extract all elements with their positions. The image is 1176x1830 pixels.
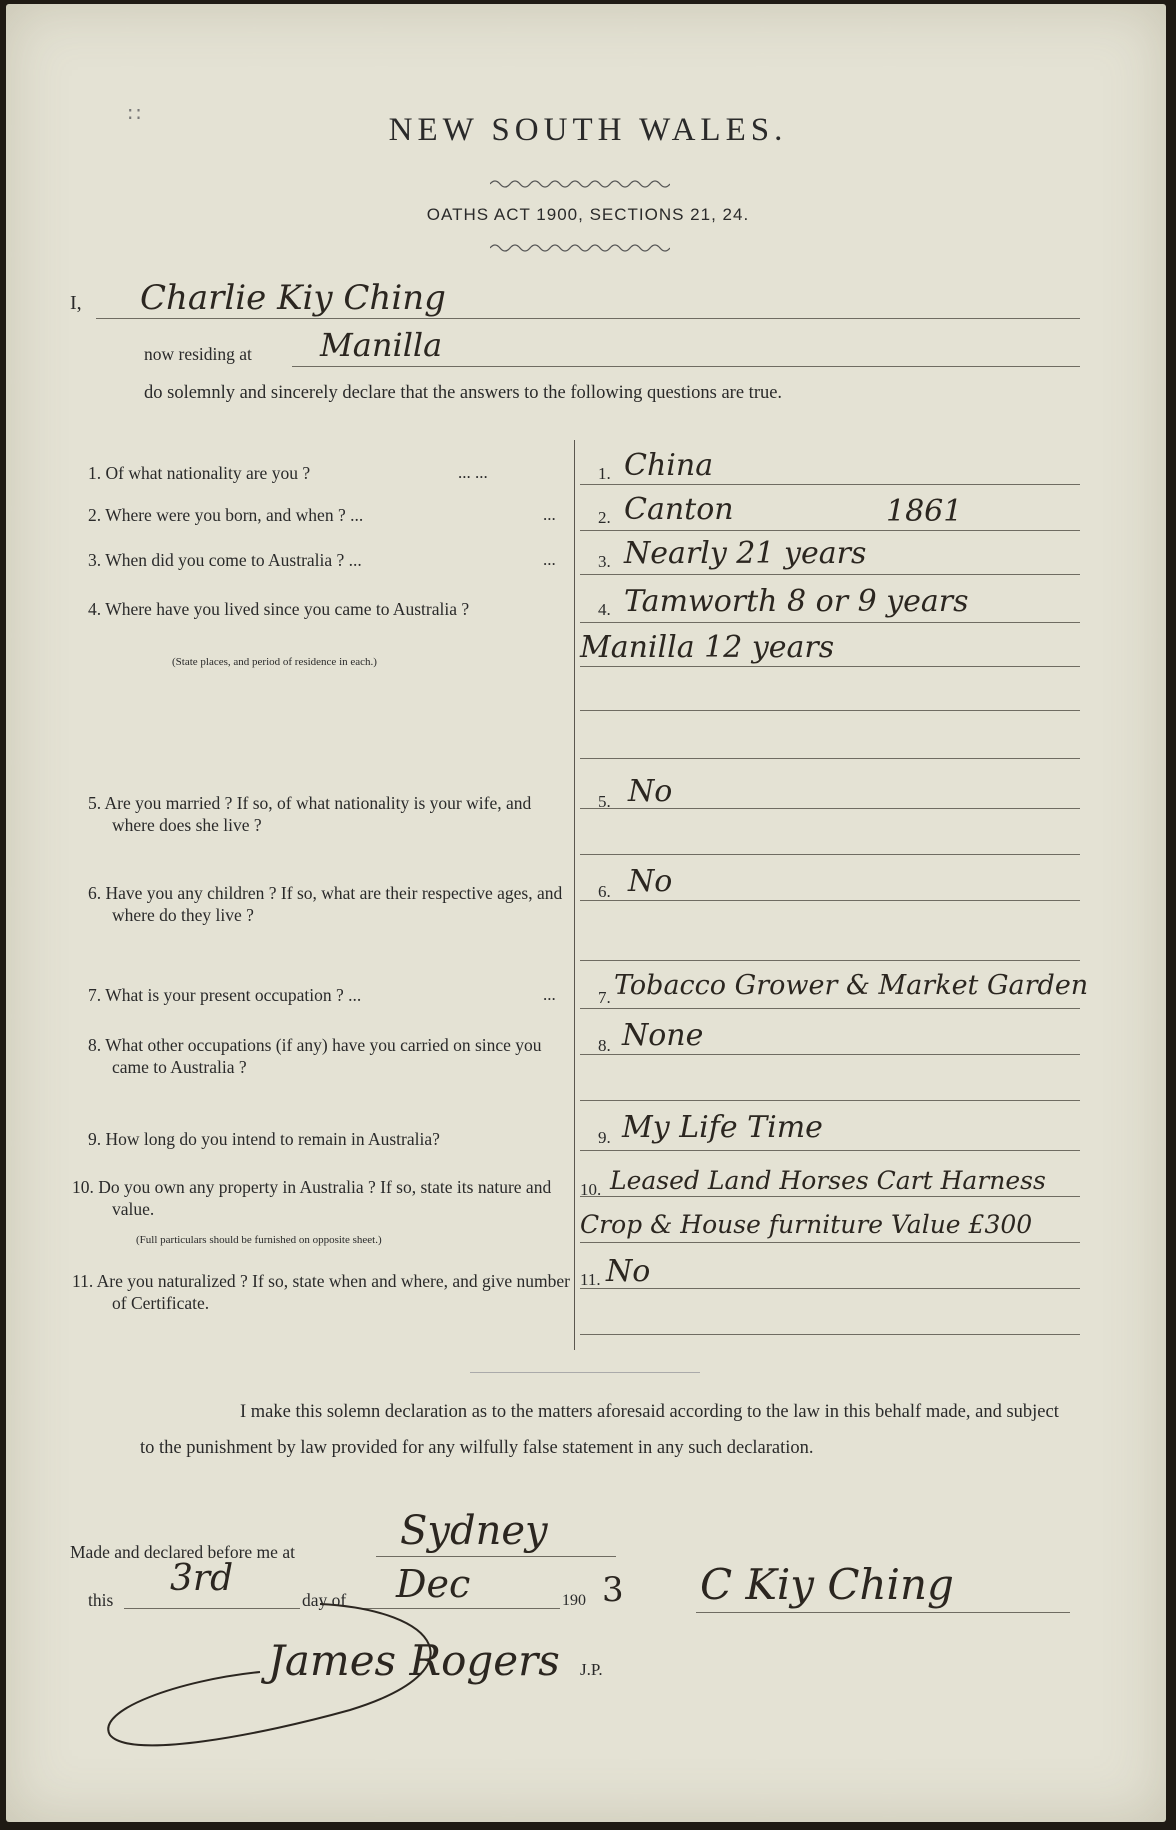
answer-line	[580, 1100, 1080, 1101]
question-text: Are you married ? If so, of what nationality is your wife, and where does she live ?	[104, 793, 532, 835]
question-6	[88, 882, 572, 926]
answer-7: Tobacco Grower & Market Garden	[614, 970, 1089, 1001]
question-4	[88, 598, 572, 620]
answer-line	[580, 1334, 1080, 1335]
question-text: When did you come to Australia ? ...	[105, 550, 362, 570]
answer-line	[580, 574, 1080, 575]
question-number: 1.	[88, 463, 102, 483]
question-number: 9.	[88, 1129, 102, 1149]
day-of-label: day of	[302, 1590, 347, 1610]
question-text: Are you naturalized ? If so, state when and where, and give number of Certificate.	[96, 1271, 570, 1313]
question-5	[88, 792, 572, 836]
question-number: 8.	[88, 1035, 102, 1055]
month-value: Dec	[396, 1562, 471, 1606]
year-suffix: 3	[602, 1570, 624, 1610]
question-4-note: (State places, and period of residence in each.)	[172, 656, 377, 668]
question-dots: ... ...	[458, 463, 488, 482]
declare-text: do solemnly and sincerely declare that the answers to the following questions are true.	[144, 383, 783, 403]
this-label: this	[88, 1590, 114, 1610]
answer-number: 8.	[598, 1036, 611, 1055]
residence-line	[292, 366, 1080, 367]
jp-label: J.P.	[580, 1660, 603, 1679]
place-value: Sydney	[400, 1508, 548, 1554]
answer-line	[580, 960, 1080, 961]
question-number: 7.	[88, 985, 102, 1005]
answer-line	[580, 1054, 1080, 1055]
answer-line	[580, 758, 1080, 759]
answer-line	[580, 1242, 1080, 1243]
answer-number: 1.	[598, 464, 611, 483]
answer-line	[580, 854, 1080, 855]
answer-1: China	[624, 448, 714, 483]
answer-10: Leased Land Horses Cart Harness	[610, 1166, 1046, 1195]
answer-line	[580, 710, 1080, 711]
question-dots: ...	[543, 985, 556, 1004]
question-text: Of what nationality are you ?	[105, 463, 311, 483]
question-text: What other occupations (if any) have you carried on since you came to Australia ?	[105, 1035, 542, 1077]
question-7	[88, 984, 568, 1006]
jp-signature: James Rogers	[268, 1636, 560, 1685]
answer-line	[580, 1288, 1080, 1289]
answer-line	[580, 1008, 1080, 1009]
column-divider	[574, 440, 575, 1350]
answer-5: No	[628, 774, 673, 809]
answer-line	[580, 530, 1080, 531]
answer-11: No	[606, 1254, 651, 1289]
question-10-note: (Full particulars should be furnished on opposite sheet.)	[136, 1234, 382, 1246]
answer-number: 3.	[598, 552, 611, 571]
year-prefix: 190	[562, 1592, 586, 1609]
question-text: What is your present occupation ? ...	[105, 985, 362, 1005]
answer-line	[580, 1150, 1080, 1151]
answer-number: 6.	[598, 882, 611, 901]
declarant-signature: C Kiy Ching	[700, 1560, 954, 1609]
answer-9: My Life Time	[622, 1110, 823, 1145]
signature-flourish	[100, 1600, 520, 1760]
question-1	[88, 462, 568, 484]
answer-4: Tamworth 8 or 9 years	[624, 584, 969, 619]
question-number: 4.	[88, 599, 102, 619]
question-text: How long do you intend to remain in Australia?	[105, 1129, 440, 1149]
question-text: Where have you lived since you came to Australia ?	[105, 599, 470, 619]
answer-number: 11.	[580, 1270, 601, 1289]
question-dots: ...	[543, 550, 556, 569]
wave-ornament-bottom	[490, 240, 670, 254]
answer-line	[580, 900, 1080, 901]
section-divider	[470, 1372, 700, 1373]
made-declared-label: Made and declared before me at	[70, 1542, 295, 1562]
question-11	[72, 1270, 572, 1314]
declaration-text: I make this solemn declaration as to the matters aforesaid according to the law in this behalf made, and subject to the punishment by law provided for any wilfully false statement in any such declaration.	[140, 1402, 1059, 1458]
question-9	[88, 1128, 572, 1150]
question-text: Where were you born, and when ? ...	[105, 505, 364, 525]
answer-number: 7.	[598, 988, 611, 1007]
answer-line	[580, 1196, 1080, 1197]
answer-10-line2: Crop & House furniture Value £300	[580, 1210, 1033, 1239]
question-text: Have you any children ? If so, what are their respective ages, and where do they live ?	[105, 883, 563, 925]
answer-line	[580, 484, 1080, 485]
question-10	[72, 1176, 572, 1220]
residing-label: now residing at	[144, 344, 252, 364]
answer-2: Canton	[624, 492, 734, 527]
question-number: 10.	[72, 1177, 94, 1197]
name-line	[96, 318, 1080, 319]
question-number: 5.	[88, 793, 102, 813]
answer-2-year: 1861	[886, 494, 963, 529]
answer-line	[580, 666, 1080, 667]
answer-number: 4.	[598, 600, 611, 619]
answer-number: 2.	[598, 508, 611, 527]
declarant-signature-line	[696, 1612, 1070, 1613]
answer-4-line2: Manilla 12 years	[580, 630, 835, 665]
wave-ornament-top	[490, 176, 670, 190]
question-3	[88, 549, 568, 571]
answer-number: 5.	[598, 792, 611, 811]
question-dots: ...	[543, 505, 556, 524]
document-subtitle: OATHS ACT 1900, SECTIONS 21, 24.	[426, 205, 750, 224]
residence-value: Manilla	[320, 326, 443, 364]
question-8	[88, 1034, 572, 1078]
answer-3: Nearly 21 years	[624, 536, 867, 571]
i-label: I,	[70, 292, 82, 314]
question-number: 6.	[88, 883, 102, 903]
answer-line	[580, 622, 1080, 623]
answer-6: No	[628, 864, 673, 899]
question-number: 11.	[72, 1271, 94, 1291]
declarant-name: Charlie Kiy Ching	[140, 278, 446, 318]
answer-8: None	[622, 1018, 704, 1053]
answer-number: 9.	[598, 1128, 611, 1147]
place-line	[376, 1556, 616, 1557]
document-title: NEW SOUTH WALES.	[388, 112, 788, 148]
question-text: Do you own any property in Australia ? If so, state its nature and value.	[98, 1177, 552, 1219]
question-2	[88, 504, 568, 526]
question-number: 3.	[88, 550, 102, 570]
question-number: 2.	[88, 505, 102, 525]
answer-number: 10.	[580, 1180, 602, 1199]
day-value: 3rd	[170, 1558, 234, 1599]
corner-mark: ∷	[128, 104, 141, 126]
